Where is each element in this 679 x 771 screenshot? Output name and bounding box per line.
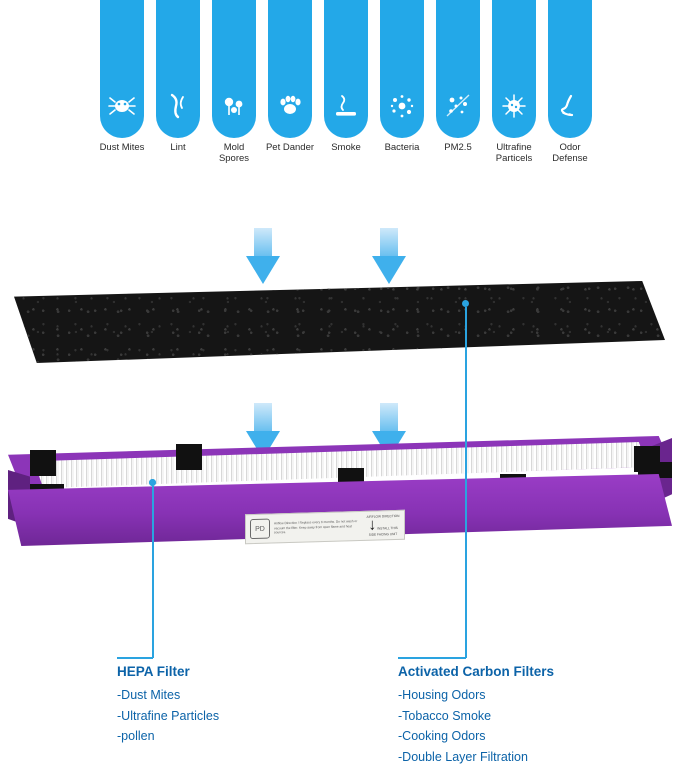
mold-spores-icon <box>212 84 256 128</box>
pollutant-label: Ultrafine Particels <box>495 142 533 164</box>
carbon-sheet-surface <box>14 281 665 363</box>
pollutant-item-dust-mites <box>100 0 144 153</box>
hepa-filter-assembly <box>8 430 672 568</box>
callout-item: -Cooking Odors <box>398 729 486 743</box>
activated-carbon-filter-sheet <box>14 281 665 363</box>
odor-nose-icon <box>548 84 592 128</box>
lint-icon <box>156 84 200 128</box>
label-arrow-caption-bottom: INSTALL THIS SIDE FACING UNIT <box>368 525 398 537</box>
pollutant-tab <box>436 0 480 138</box>
callout-item: -Housing Odors <box>398 688 486 702</box>
label-logo-icon: PD <box>250 519 270 540</box>
pollutant-item-pm25 <box>436 0 480 153</box>
pollutant-tab <box>156 0 200 138</box>
pollutant-label: Bacteria <box>384 142 420 153</box>
pollutant-strip <box>100 0 586 175</box>
callout-item: -Ultrafine Particles <box>117 708 220 723</box>
arrow-shaft <box>380 228 398 258</box>
callout-anchor-dot-carbon <box>462 300 469 307</box>
label-arrow-caption-top: AIRFLOW DIRECTION <box>366 513 400 519</box>
pollutant-item-lint <box>156 0 200 153</box>
pleat-retainer-clip <box>176 444 202 470</box>
pollutant-label: Dust Mites <box>99 142 145 153</box>
pm25-particles-icon <box>436 84 480 128</box>
callout-item: -Double Layer Filtration <box>398 749 528 764</box>
virus-icon <box>492 84 536 128</box>
pollutant-tab <box>548 0 592 138</box>
pollutant-tab <box>100 0 144 138</box>
callout-title: HEPA Filter <box>117 664 190 679</box>
label-body-text: Airflow Direction / Replace every 6 months. Do not wash or vacuum the filter. Keep away from open flame and heat sources. <box>274 519 358 535</box>
smoke-cigarette-icon <box>324 84 368 128</box>
pollutant-tab <box>324 0 368 138</box>
pollutant-label: Odor Defense <box>552 142 588 164</box>
arrow-shaft <box>254 228 272 258</box>
pollutant-item-pet-dander <box>265 0 315 153</box>
pollutant-item-ultrafine-particels <box>492 0 536 164</box>
filter-instruction-label <box>245 510 405 544</box>
down-arrow-icon: ↓ <box>368 516 377 534</box>
callout-leader-elbow-hepa <box>117 657 153 659</box>
arrow-head <box>246 256 280 284</box>
callout-leader-line-carbon <box>465 307 467 658</box>
pollutant-item-bacteria <box>380 0 424 153</box>
callout-item: -Tobacco Smoke <box>398 708 492 723</box>
arrow-head <box>372 256 406 284</box>
pollutant-tab <box>380 0 424 138</box>
pollutant-item-mold-spores <box>212 0 256 164</box>
pollutant-label: Smoke <box>331 142 361 153</box>
callout-activated-carbon-filters <box>398 664 668 767</box>
pleat-retainer-clip <box>30 450 56 476</box>
callout-leader-line-hepa <box>152 486 154 658</box>
callout-anchor-dot-hepa-media <box>149 479 156 486</box>
callout-item: -Dust Mites <box>117 688 181 702</box>
pollutant-tab <box>268 0 312 138</box>
label-airflow-arrow <box>366 514 400 537</box>
pollutant-label: Mold Spores <box>218 142 250 164</box>
callout-item: -pollen <box>117 729 155 743</box>
pet-dander-icon <box>268 84 312 128</box>
airflow-arrow-top-left <box>246 228 280 284</box>
pollutant-label: PM2.5 <box>444 142 472 153</box>
dust-mite-icon <box>100 84 144 128</box>
pollutant-label: Lint <box>170 142 186 153</box>
pollutant-tab <box>492 0 536 138</box>
pollutant-tab <box>212 0 256 138</box>
pollutant-item-odor-defense <box>548 0 592 164</box>
bacteria-icon <box>380 84 424 128</box>
pollutant-label: Pet Dander <box>265 142 315 153</box>
pollutant-item-smoke <box>324 0 368 153</box>
airflow-arrow-top-right <box>372 228 406 284</box>
arrow-shaft <box>254 403 272 433</box>
arrow-shaft <box>380 403 398 433</box>
callout-leader-elbow-carbon <box>398 657 466 659</box>
callout-title: Activated Carbon Filters <box>398 664 555 679</box>
callout-hepa-filter <box>117 664 377 747</box>
